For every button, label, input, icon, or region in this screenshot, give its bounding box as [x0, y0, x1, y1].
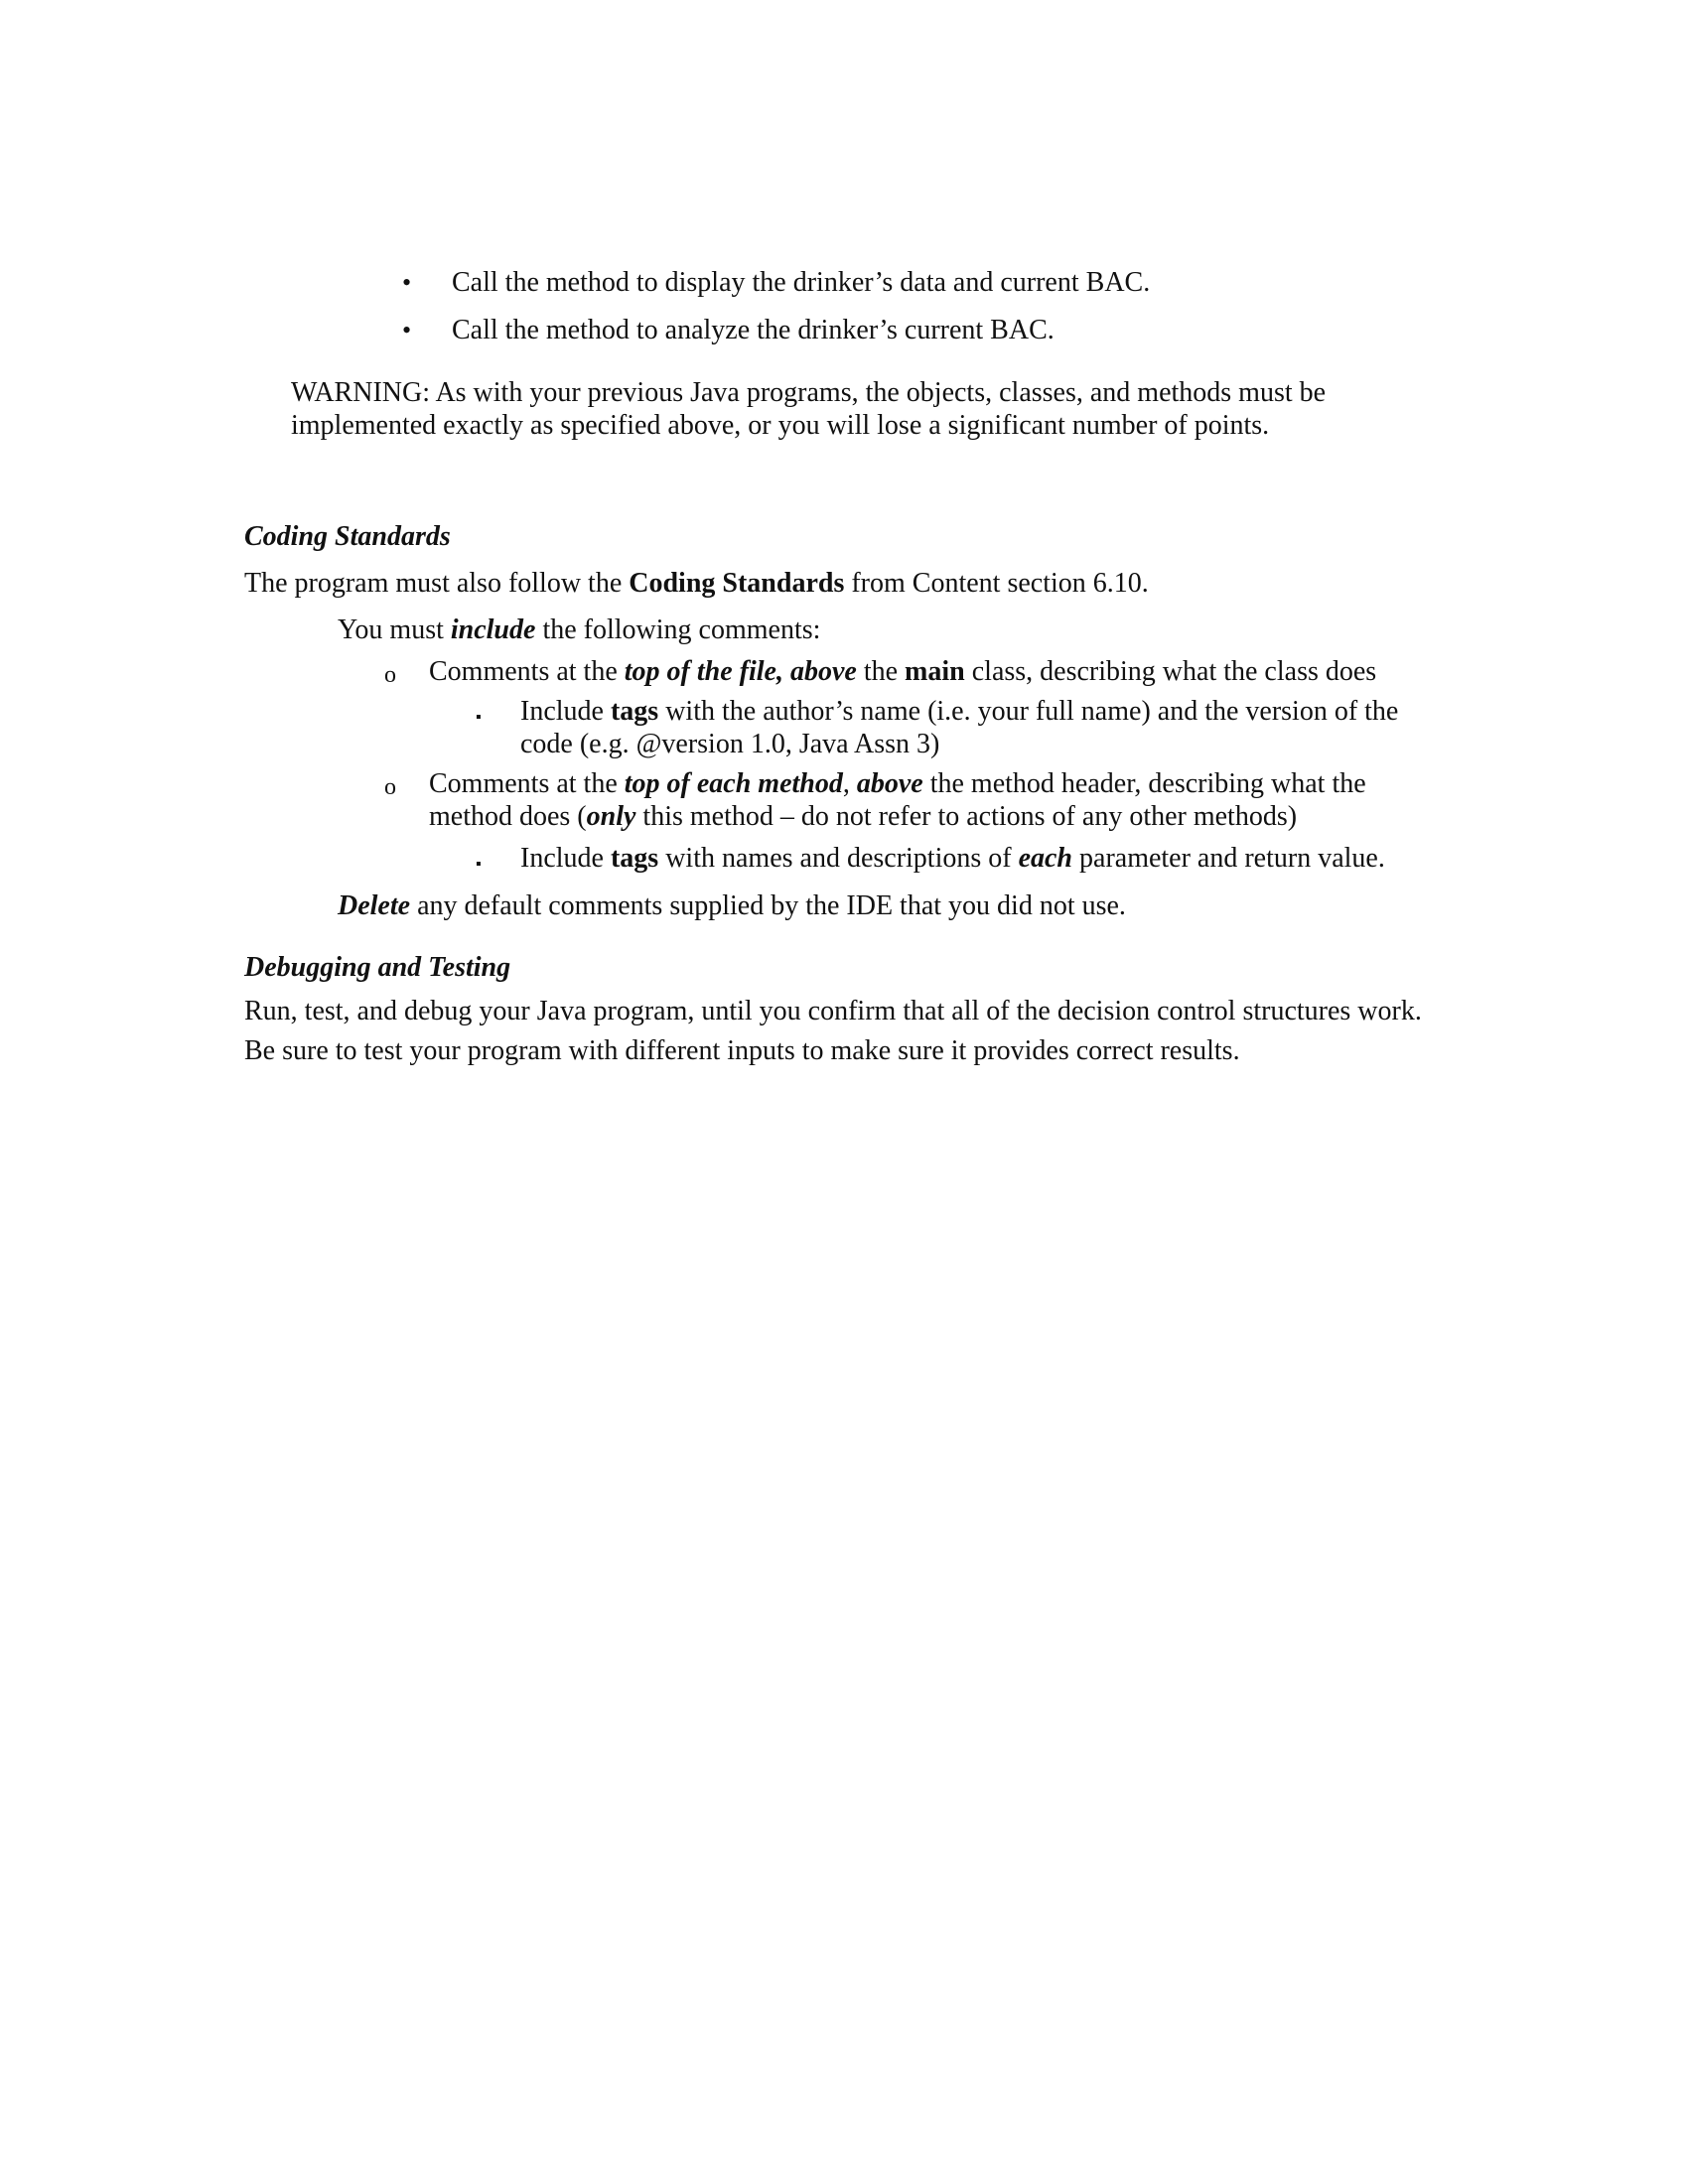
bullet-item: Call the method to analyze the drinker’s current BAC.	[452, 315, 1055, 345]
comment-item-method: Comments at the top of each method, above the method header, describing what the	[429, 768, 1366, 799]
debugging-line-2: Be sure to test your program with different inputs to make sure it provides correct results.	[244, 1035, 1240, 1066]
debugging-heading: Debugging and Testing	[244, 952, 511, 983]
bullet-item: Call the method to display the drinker’s data and current BAC.	[452, 267, 1151, 298]
warning-line-2: implemented exactly as specified above, or you will lose a significant number of points.	[291, 410, 1270, 441]
coding-standards-heading: Coding Standards	[244, 521, 451, 552]
square-bullet-marker: ▪	[476, 856, 482, 873]
warning-line-1: WARNING: As with your previous Java programs, the objects, classes, and methods must be	[291, 377, 1327, 408]
bullet-marker: •	[402, 316, 412, 344]
square-bullet-marker: ▪	[476, 709, 482, 726]
circle-bullet-marker: o	[384, 662, 396, 688]
bullet-marker: •	[402, 268, 412, 297]
coding-standards-intro: The program must also follow the Coding Standards from Content section 6.10.	[244, 568, 1149, 599]
comment-item-file: Comments at the top of the file, above the main class, describing what the class does	[429, 656, 1377, 687]
circle-bullet-marker: o	[384, 774, 396, 800]
must-include-line: You must include the following comments:	[338, 614, 821, 645]
sub-item-param-tags: Include tags with names and descriptions of each parameter and return value.	[520, 843, 1385, 874]
comment-item-method-line-2: method does (only this method – do not refer to actions of any other methods)	[429, 801, 1298, 832]
sub-item-author-tags-line-2: code (e.g. @version 1.0, Java Assn 3)	[520, 729, 940, 759]
delete-note: Delete any default comments supplied by the IDE that you did not use.	[338, 890, 1126, 921]
sub-item-author-tags: Include tags with the author’s name (i.e. your full name) and the version of the	[520, 696, 1399, 727]
debugging-line-1: Run, test, and debug your Java program, until you confirm that all of the decision control structures work.	[244, 996, 1422, 1026]
